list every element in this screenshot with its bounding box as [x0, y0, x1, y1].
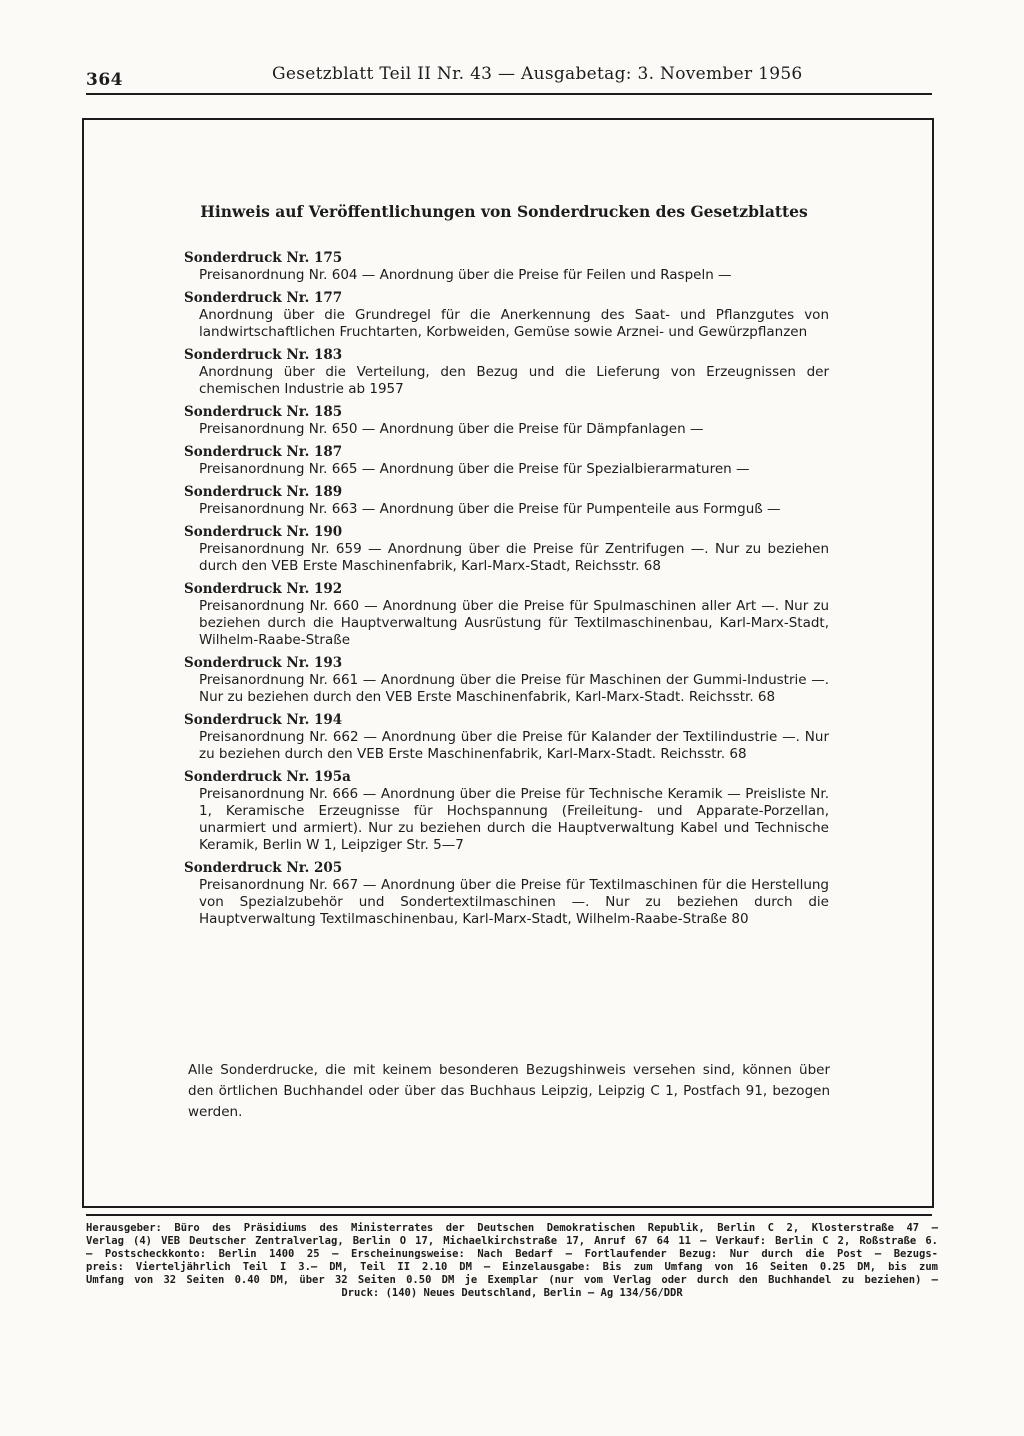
- entry-heading: Sonderdruck Nr. 175: [184, 250, 343, 266]
- entry: [184, 290, 829, 341]
- entry-text: Preisanordnung Nr. 663 — Anordnung über die Preise für Pumpenteile aus Formguß —: [199, 501, 781, 517]
- imprint-line: Herausgeber: Büro des Präsidiums des Ministerrates der Deutschen Demokratischen Republik, Berlin C 2, Klosterstraße 47 —: [86, 1222, 938, 1234]
- entry: [184, 250, 829, 284]
- entry: [184, 444, 829, 478]
- entry-text: Preisanordnung Nr. 660 — Anordnung über die Preise für Spulmaschinen aller Art —. Nur zu beziehen durch die Hauptverwaltung Ausrüstung für Textilmaschinenbau, Karl-Marx-Stadt, Wilhelm-Raabe-Straße: [199, 598, 829, 648]
- entry-list: [184, 250, 829, 934]
- entry-heading: Sonderdruck Nr. 195a: [184, 769, 351, 785]
- entry: [184, 769, 829, 854]
- entry-text: Preisanordnung Nr. 665 — Anordnung über die Preise für Spezialbierarmaturen —: [199, 461, 750, 477]
- entry: [184, 712, 829, 763]
- entry-text: Anordnung über die Grundregel für die Anerkennung des Saat- und Pflanzgutes von landwirtschaftlichen Fruchtarten, Korbweiden, Gemüse sowie Arznei- und Gewürzpflanzen: [199, 307, 829, 340]
- imprint-line: Umfang von 32 Seiten 0.40 DM, über 32 Seiten 0.50 DM je Exemplar (nur vom Verlag oder durch den Buchhandel zu beziehen) —: [86, 1274, 938, 1286]
- entry-heading: Sonderdruck Nr. 183: [184, 347, 343, 363]
- page-number: 364: [86, 70, 123, 90]
- entry-text: Preisanordnung Nr. 661 — Anordnung über die Preise für Maschinen der Gummi-Industrie —. Nur zu beziehen durch den VEB Erste Maschinenfabrik, Karl-Marx-Stadt. Reichsstr. 68: [199, 672, 829, 705]
- entry: [184, 347, 829, 398]
- frame-bottom-rule: [86, 1214, 932, 1216]
- entry-text: Preisanordnung Nr. 667 — Anordnung über die Preise für Textilmaschinen für die Herstellung von Spezialzubehör und Sondertextilmaschinen —. Nur zu beziehen durch die Hauptverwaltung Textilmaschinenbau, Karl-Marx-Stadt, Wilhelm-Raabe-Straße 80: [199, 877, 829, 927]
- imprint-print-line: Druck: (140) Neues Deutschland, Berlin — Ag 134/56/DDR: [341, 1287, 683, 1299]
- entry-heading: Sonderdruck Nr. 189: [184, 484, 343, 500]
- notice-title: Hinweis auf Veröffentlichungen von Sonderdrucken des Gesetzblattes: [200, 202, 808, 221]
- imprint: [86, 1222, 938, 1300]
- entry: [184, 860, 829, 928]
- entry-heading: Sonderdruck Nr. 185: [184, 404, 343, 420]
- entry-text: Anordnung über die Verteilung, den Bezug und die Lieferung von Erzeugnissen der chemischen Industrie ab 1957: [199, 364, 829, 397]
- entry: [184, 524, 829, 575]
- running-head: Gesetzblatt Teil II Nr. 43 — Ausgabetag: 3. November 1956: [272, 64, 803, 84]
- header-rule: [86, 93, 932, 95]
- entry-heading: Sonderdruck Nr. 193: [184, 655, 343, 671]
- closing-paragraph: Alle Sonderdrucke, die mit keinem besonderen Bezugshinweis versehen sind, können über den örtlichen Buchhandel oder über das Buchhaus Leipzig, Leipzig C 1, Postfach 91, bezogen werden.: [188, 1062, 830, 1120]
- entry: [184, 655, 829, 706]
- entry-text: Preisanordnung Nr. 666 — Anordnung über die Preise für Technische Keramik — Preisliste Nr. 1, Keramische Erzeugnisse für Hochspannung (Freileitung- und Apparate-Porzellan, unarmiert und armiert). Nur zu beziehen durch die Hauptverwaltung Kabel und Technische Keramik, Berlin W 1, Leipziger Str. 5—7: [199, 786, 829, 853]
- entry-text: Preisanordnung Nr. 650 — Anordnung über die Preise für Dämpfanlagen —: [199, 421, 704, 437]
- entry-text: Preisanordnung Nr. 604 — Anordnung über die Preise für Feilen und Raspeln —: [199, 267, 732, 283]
- imprint-line: — Postscheckkonto: Berlin 1400 25 — Erscheinungsweise: Nach Bedarf — Fortlaufender Bezug: Nur durch die Post — Bezugs-: [86, 1248, 938, 1260]
- entry-text: Preisanordnung Nr. 662 — Anordnung über die Preise für Kalander der Textilindustrie —. Nur zu beziehen durch den VEB Erste Maschinenfabrik, Karl-Marx-Stadt. Reichsstr. 68: [199, 729, 829, 762]
- entry-heading: Sonderdruck Nr. 194: [184, 712, 343, 728]
- entry: [184, 404, 829, 438]
- entry-heading: Sonderdruck Nr. 192: [184, 581, 343, 597]
- entry-text: Preisanordnung Nr. 659 — Anordnung über die Preise für Zentrifugen —. Nur zu beziehen durch den VEB Erste Maschinenfabrik, Karl-Marx-Stadt, Reichsstr. 68: [199, 541, 829, 574]
- entry-heading: Sonderdruck Nr. 190: [184, 524, 343, 540]
- imprint-line: Verlag (4) VEB Deutscher Zentralverlag, Berlin O 17, Michaelkirchstraße 17, Anruf 67 64 11 — Verkauf: Berlin C 2, Roßstraße 6.: [86, 1235, 938, 1247]
- entry-heading: Sonderdruck Nr. 177: [184, 290, 343, 306]
- entry-heading: Sonderdruck Nr. 187: [184, 444, 343, 460]
- entry: [184, 484, 829, 518]
- entry-heading: Sonderdruck Nr. 205: [184, 860, 343, 876]
- imprint-line: preis: Vierteljährlich Teil I 3.— DM, Teil II 2.10 DM — Einzelausgabe: Bis zum Umfang von 16 Seiten 0.25 DM, bis zum: [86, 1261, 938, 1273]
- entry: [184, 581, 829, 649]
